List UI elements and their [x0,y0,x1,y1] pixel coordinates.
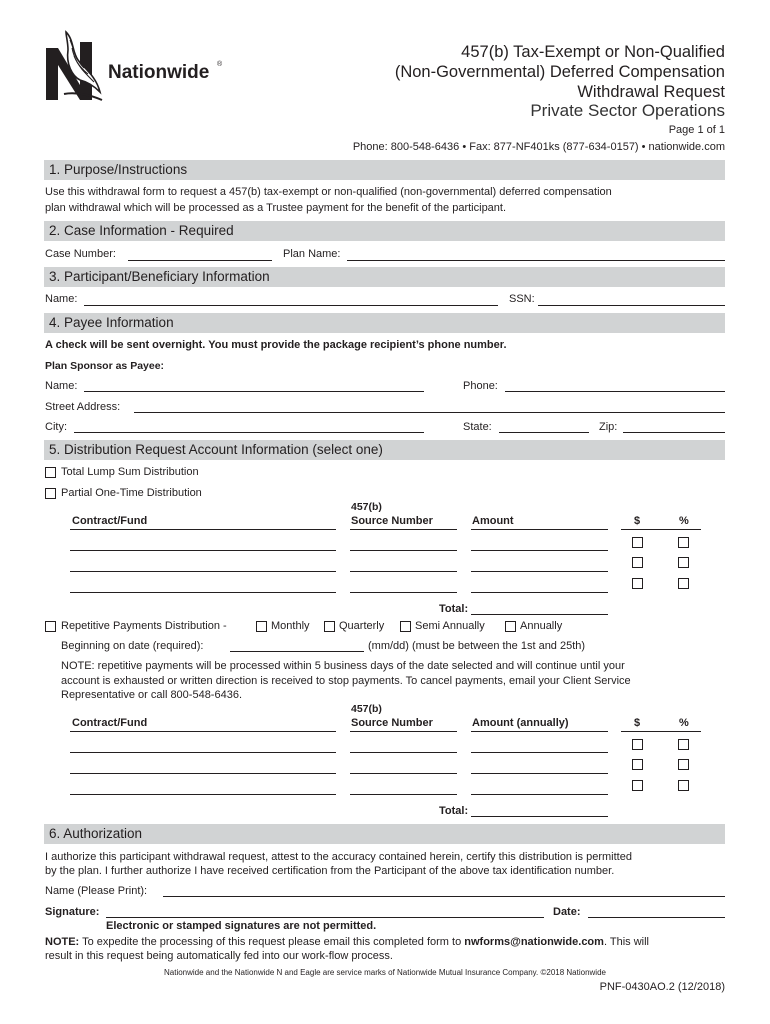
t1-source-field[interactable] [350,571,457,572]
t1-contract-field[interactable] [70,571,336,572]
name-print-label: Name (Please Print): [45,885,148,897]
beginning-date-label: Beginning on date (required): [61,640,204,652]
form-id: PNF-0430AO.2 (12/2018) [599,981,725,993]
t2-source-field[interactable] [350,752,457,753]
auth-text-line2: by the plan. I further authorize I have received certification from the Participant of the above tax identification number. [45,865,615,877]
section-1-header: 1. Purpose/Instructions [44,160,725,180]
signature-label: Signature: [45,906,100,918]
participant-name-field[interactable] [84,305,498,306]
header-rule [621,731,701,732]
lump-sum-label: Total Lump Sum Distribution [61,466,199,478]
payee-name-field[interactable] [84,391,424,392]
header-rule [471,529,608,530]
state-label: State: [463,421,492,433]
t1-percent-checkbox[interactable] [678,537,689,548]
email-note-line2: result in this request being automatically fed into our work-flow process. [45,950,393,962]
col-457b: 457(b) [351,703,382,715]
semi-annually-checkbox[interactable] [400,621,411,632]
nationwide-eagle-logo [44,30,104,105]
header-rule [350,529,457,530]
city-field[interactable] [74,432,424,433]
col-source-number: Source Number [351,717,433,729]
t1-source-field[interactable] [350,550,457,551]
zip-label: Zip: [599,421,618,433]
signature-field[interactable] [106,917,544,918]
page-number: Page 1 of 1 [668,124,725,136]
partial-label: Partial One-Time Distribution [61,487,202,499]
street-address-label: Street Address: [45,401,121,413]
t2-dollar-checkbox[interactable] [632,739,643,750]
payee-overnight-note: A check will be sent overnight. You must provide the package recipient’s phone number. [45,339,507,351]
repetitive-label: Repetitive Payments Distribution - [61,620,227,632]
plan-name-label: Plan Name: [283,248,341,260]
signature-note: Electronic or stamped signatures are not permitted. [106,920,377,932]
header-rule [621,529,701,530]
col-percent: % [679,515,689,527]
col-percent: % [679,717,689,729]
col-dollar: $ [634,515,641,527]
t2-total-label: Total: [439,805,469,817]
payee-phone-label: Phone: [463,380,498,392]
t1-dollar-checkbox[interactable] [632,537,643,548]
participant-name-label: Name: [45,293,78,305]
t1-amount-field[interactable] [471,592,608,593]
repetitive-note-line2: account is exhausted or written direction is received to stop payments. To cancel payments, email your Client Service [61,675,631,687]
t2-amount-field[interactable] [471,773,608,774]
t1-dollar-checkbox[interactable] [632,578,643,589]
section-2-header: 2. Case Information - Required [44,221,725,241]
section-4-header: 4. Payee Information [44,313,725,333]
street-address-field[interactable] [134,412,725,413]
lump-sum-checkbox[interactable] [45,467,56,478]
semi-annually-label: Semi Annually [415,620,485,632]
form-title: 457(b) Tax-Exempt or Non-Qualified (Non-Governmental) Deferred Compensation Withdrawal Request [394,43,725,101]
registered-mark: ® [217,61,223,68]
s1-text-line1: Use this withdrawal form to request a 457(b) tax-exempt or non-qualified (non-governmental) deferred compensation [45,186,612,198]
contact-info: Phone: 800-548-6436 • Fax: 877-NF401ks (877-634-0157) • nationwide.com [352,141,725,153]
t2-percent-checkbox[interactable] [678,739,689,750]
case-number-label: Case Number: [45,248,116,260]
header-rule [350,731,457,732]
t1-percent-checkbox[interactable] [678,578,689,589]
email-note-line1: NOTE: To expedite the processing of this request please email this completed form to nwforms@nationwide.com. This will [45,936,649,948]
payee-phone-field[interactable] [505,391,725,392]
t2-dollar-checkbox[interactable] [632,759,643,770]
t1-total-label: Total: [439,603,469,615]
auth-text-line1: I authorize this participant withdrawal request, attest to the accuracy contained herein, certify this distribution is permitted [45,851,632,863]
t1-total-field[interactable] [471,614,608,615]
col-amount-annually: Amount (annually) [472,717,569,729]
t1-contract-field[interactable] [70,592,336,593]
t1-percent-checkbox[interactable] [678,557,689,568]
t1-amount-field[interactable] [471,571,608,572]
quarterly-checkbox[interactable] [324,621,335,632]
case-number-field[interactable] [128,260,272,261]
monthly-checkbox[interactable] [256,621,267,632]
beginning-date-note: (mm/dd) (must be between the 1st and 25th) [368,640,586,652]
plan-name-field[interactable] [347,260,725,261]
ssn-label: SSN: [509,293,535,305]
service-marks: Nationwide and the Nationwide N and Eagle are service marks of Nationwide Mutual Insurance Company. ©2018 Nationwide [164,968,606,977]
t1-dollar-checkbox[interactable] [632,557,643,568]
t2-contract-field[interactable] [70,773,336,774]
annually-checkbox[interactable] [505,621,516,632]
s1-text-line2: plan withdrawal which will be processed as a Trustee payment for the benefit of the participant. [45,202,507,214]
section-6-header: 6. Authorization [44,824,725,844]
city-label: City: [45,421,67,433]
name-print-field[interactable] [163,896,725,897]
col-457b: 457(b) [351,501,382,513]
t2-amount-field[interactable] [471,794,608,795]
date-field[interactable] [588,917,725,918]
section-3-header: 3. Participant/Beneficiary Information [44,267,725,287]
t2-percent-checkbox[interactable] [678,759,689,770]
date-label: Date: [553,906,581,918]
payee-name-label: Name: [45,380,78,392]
email-link[interactable]: nwforms@nationwide.com [464,936,604,948]
annually-label: Annually [520,620,563,632]
t2-total-field[interactable] [471,816,608,817]
col-amount: Amount [472,515,514,527]
header-rule [471,731,608,732]
col-contract-fund: Contract/Fund [72,717,148,729]
form-subtitle: Private Sector Operations [530,101,725,120]
repetitive-note-line3: Representative or call 800-548-6436. [61,689,243,701]
col-source-number: Source Number [351,515,433,527]
repetitive-note-line1: NOTE: repetitive payments will be processed within 5 business days of the date selected and will continue until your [61,660,625,672]
header-rule [70,529,336,530]
t1-contract-field[interactable] [70,550,336,551]
monthly-label: Monthly [271,620,310,632]
state-field[interactable] [499,432,589,433]
header-rule [70,731,336,732]
beginning-date-field[interactable] [230,651,364,652]
t2-amount-field[interactable] [471,752,608,753]
t2-source-field[interactable] [350,773,457,774]
plan-sponsor-label: Plan Sponsor as Payee: [45,360,165,372]
partial-checkbox[interactable] [45,488,56,499]
t1-source-field[interactable] [350,592,457,593]
col-dollar: $ [634,717,641,729]
t2-contract-field[interactable] [70,794,336,795]
t2-contract-field[interactable] [70,752,336,753]
zip-field[interactable] [623,432,725,433]
quarterly-label: Quarterly [339,620,385,632]
section-5-header: 5. Distribution Request Account Information (select one) [44,440,725,460]
t2-dollar-checkbox[interactable] [632,780,643,791]
ssn-field[interactable] [538,305,725,306]
t1-amount-field[interactable] [471,550,608,551]
repetitive-checkbox[interactable] [45,621,56,632]
brand-name: Nationwide [108,62,210,83]
col-contract-fund: Contract/Fund [72,515,148,527]
t2-percent-checkbox[interactable] [678,780,689,791]
t2-source-field[interactable] [350,794,457,795]
